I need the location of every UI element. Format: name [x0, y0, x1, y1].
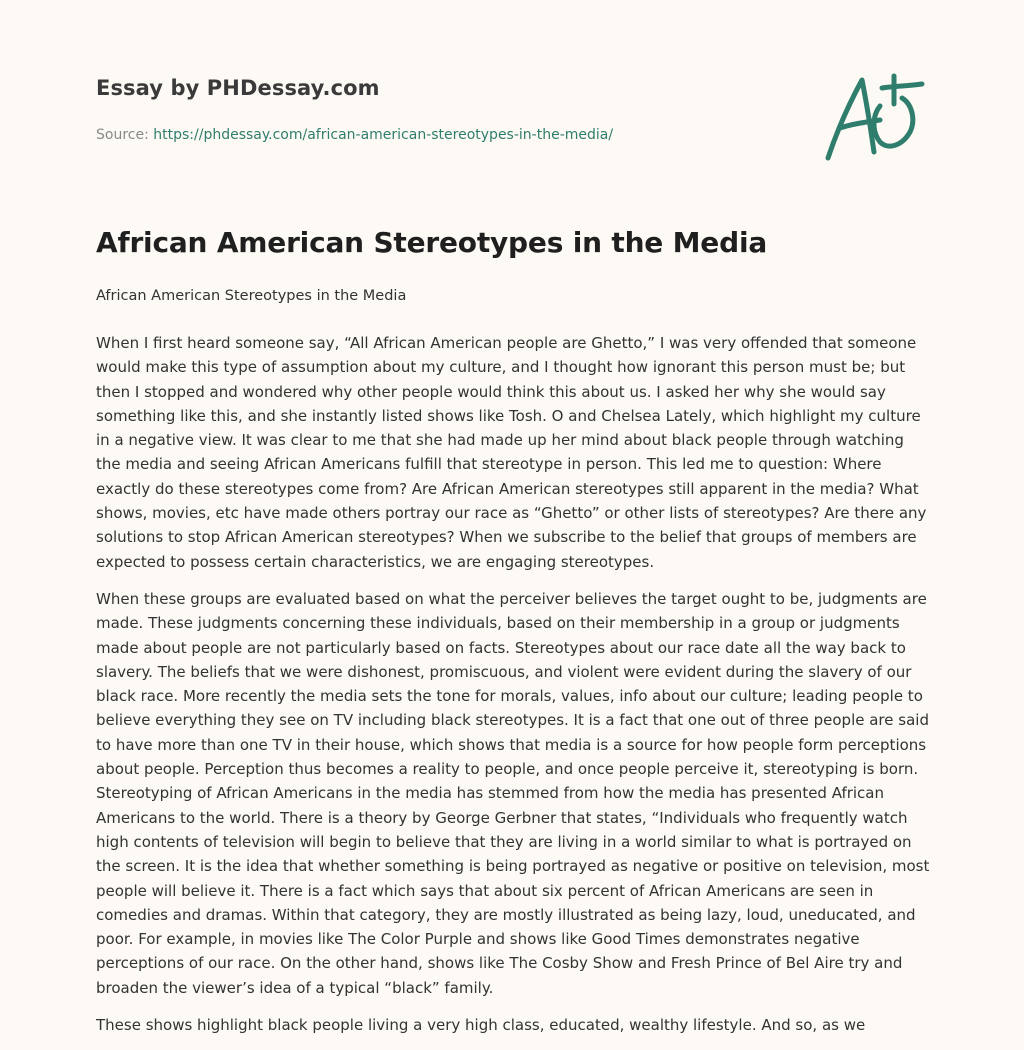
site-brand: Essay by PHDessay.com: [96, 76, 380, 100]
page-header: [96, 76, 796, 143]
article-body: [96, 331, 931, 1050]
paragraph: When these groups are evaluated based on what the perceiver believes the target ought to be, judgments are made. These judgments concerning these individuals, based on their membership in a group or judgments made about people are not particularly based on facts. Stereotypes about our race date all the way back to slavery. The beliefs that we were dishonest, promiscuous, and violent were evident during the slavery of our black race. More recently the media sets the tone for morals, values, info about our culture; leading people to believe everything they see on TV including black stereotypes. It is a fact that one out of three people are said to have more than one TV in their house, which shows that media is a source for how people form perceptions about people. Perception thus becomes a reality to people, and once people perceive it, stereotyping is born. Stereotyping of African Americans in the media has stemmed from how the media has presented African Americans to the world. There is a theory by George Gerbner that states, “Individuals who frequently watch high contents of television will begin to believe that they are living in a world similar to what is portrayed on the screen. It is the idea that whether something is being portrayed as negative or positive on television, most people will believe it. There is a fact which says that about six percent of African Americans are seen in comedies and dramas. Within that category, they are mostly illustrated as being lazy, loud, uneducated, and poor. For example, in movies like The Color Purple and shows like Good Times demonstrates negative perceptions of our race. On the other hand, shows like The Cosby Show and Fresh Prince of Bel Aire try and broaden the viewer’s idea of a typical “black” family.: [96, 589, 930, 997]
source-link[interactable]: https://phdessay.com/african-american-stereotypes-in-the-media/: [153, 127, 614, 143]
source-label: Source:: [96, 127, 154, 143]
source-line: [96, 127, 796, 143]
paragraph: These shows highlight black people living a very high class, educated, wealthy lifestyle. And so, as we: [96, 1016, 866, 1035]
a-plus-grade-icon: [820, 66, 930, 166]
article-subtitle: African American Stereotypes in the Media: [96, 288, 407, 304]
article-title: African American Stereotypes in the Media: [96, 226, 768, 259]
paragraph: When I first heard someone say, “All African American people are Ghetto,” I was very offended that someone would make this type of assumption about my culture, and I thought how ignorant this person must be; but then I stopped and wondered why other people would think this about us. I asked her why she would say something like this, and she instantly listed shows like Tosh. O and Chelsea Lately, which highlight my culture in a negative view. It was clear to me that she had made up her mind about black people through watching the media and seeing African Americans fulfill that stereotype in person. This led me to question: Where exactly do these stereotypes come from? Are African American stereotypes still apparent in the media? What shows, movies, etc have made others portray our race as “Ghetto” or other lists of stereotypes? Are there any solutions to stop African American stereotypes? When we subscribe to the belief that groups of members are expected to possess certain characteristics, we are engaging stereotypes.: [96, 334, 927, 571]
